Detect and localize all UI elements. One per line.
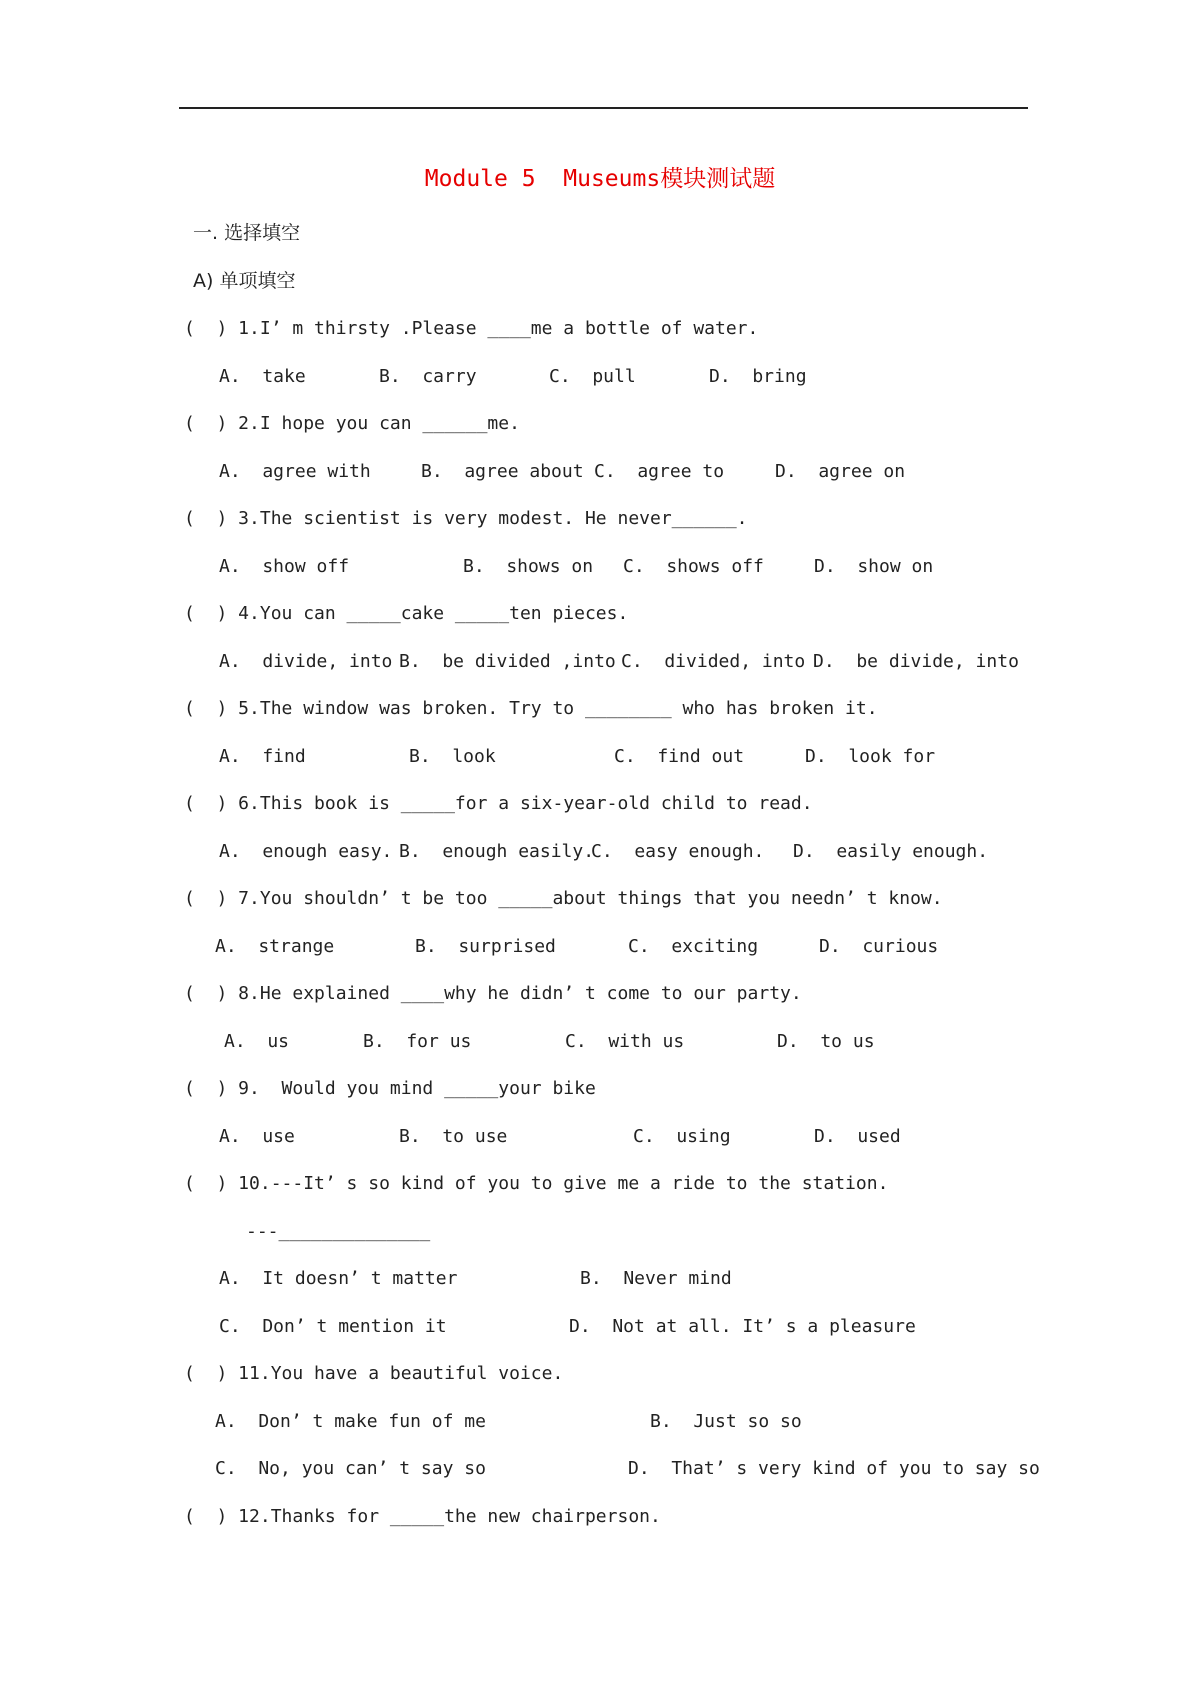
option-c: C. No, you can’ t say so: [215, 1458, 486, 1479]
option-c: C. with us: [565, 1031, 685, 1052]
option-a: A. take: [219, 366, 306, 387]
option-b: B. Just so so: [650, 1411, 802, 1432]
option-c: C. exciting: [628, 936, 759, 957]
question-stem: ( ) 1.I’ m thirsty .Please ____me a bottle of water.: [184, 318, 759, 339]
option-d: D. look for: [805, 746, 936, 767]
question-stem: ( ) 12.Thanks for _____the new chairperson.: [184, 1506, 661, 1527]
option-a: A. show off: [219, 556, 350, 577]
option-b: B. for us: [363, 1031, 472, 1052]
option-d: D. to us: [777, 1031, 875, 1052]
subsection-heading: A) 单项填空: [193, 270, 296, 292]
option-c: C. easy enough.: [591, 841, 765, 862]
option-a: A. enough easy.: [219, 841, 393, 862]
option-d: D. bring: [709, 366, 807, 387]
option-b: B. be divided ,into: [399, 651, 616, 672]
option-a: A. divide, into: [219, 651, 393, 672]
option-c: C. divided, into: [621, 651, 806, 672]
question-stem: ( ) 9. Would you mind _____your bike: [184, 1078, 596, 1099]
option-a: A. It doesn’ t matter: [219, 1268, 458, 1289]
option-a: A. agree with: [219, 461, 371, 482]
question-stem: ( ) 2.I hope you can ______me.: [184, 413, 520, 434]
question-stem: ( ) 3.The scientist is very modest. He never______.: [184, 508, 748, 529]
option-b: B. enough easily.: [399, 841, 595, 862]
option-c: C. agree to: [594, 461, 725, 482]
option-d: D. be divide, into: [813, 651, 1019, 672]
question-stem: ( ) 8.He explained ____why he didn’ t come to our party.: [184, 983, 802, 1004]
option-b: B. shows on: [463, 556, 594, 577]
option-b: B. carry: [379, 366, 477, 387]
option-d: D. easily enough.: [793, 841, 989, 862]
option-d: D. That’ s very kind of you to say so: [628, 1458, 1040, 1479]
option-b: B. look: [409, 746, 496, 767]
option-c: C. find out: [614, 746, 745, 767]
option-a: A. Don’ t make fun of me: [215, 1411, 486, 1432]
option-d: D. Not at all. It’ s a pleasure: [569, 1316, 916, 1337]
option-c: C. Don’ t mention it: [219, 1316, 447, 1337]
reply-blank: ---______________: [246, 1221, 431, 1242]
option-d: D. curious: [819, 936, 939, 957]
option-b: B. Never mind: [580, 1268, 732, 1289]
option-b: B. surprised: [415, 936, 556, 957]
question-stem: ( ) 5.The window was broken. Try to ________ who has broken it.: [184, 698, 878, 719]
option-a: A. strange: [215, 936, 335, 957]
option-a: A. use: [219, 1126, 295, 1147]
option-c: C. using: [633, 1126, 731, 1147]
question-stem: ( ) 6.This book is _____for a six-year-old child to read.: [184, 793, 813, 814]
question-stem: ( ) 10.---It’ s so kind of you to give me a ride to the station.: [184, 1173, 889, 1194]
option-b: B. agree about: [421, 461, 584, 482]
question-stem: ( ) 4.You can _____cake _____ten pieces.: [184, 603, 629, 624]
option-b: B. to use: [399, 1126, 508, 1147]
option-c: C. shows off: [623, 556, 764, 577]
option-a: A. us: [224, 1031, 290, 1052]
section-heading: 一. 选择填空: [193, 222, 301, 244]
option-d: D. agree on: [775, 461, 906, 482]
option-c: C. pull: [549, 366, 636, 387]
question-stem: ( ) 7.You shouldn’ t be too _____about things that you needn’ t know.: [184, 888, 943, 909]
document-title: Module 5 Museums模块测试题: [424, 166, 776, 192]
header-rule: [179, 107, 1028, 109]
option-d: D. show on: [814, 556, 934, 577]
option-d: D. used: [814, 1126, 901, 1147]
option-a: A. find: [219, 746, 306, 767]
question-stem: ( ) 11.You have a beautiful voice.: [184, 1363, 564, 1384]
